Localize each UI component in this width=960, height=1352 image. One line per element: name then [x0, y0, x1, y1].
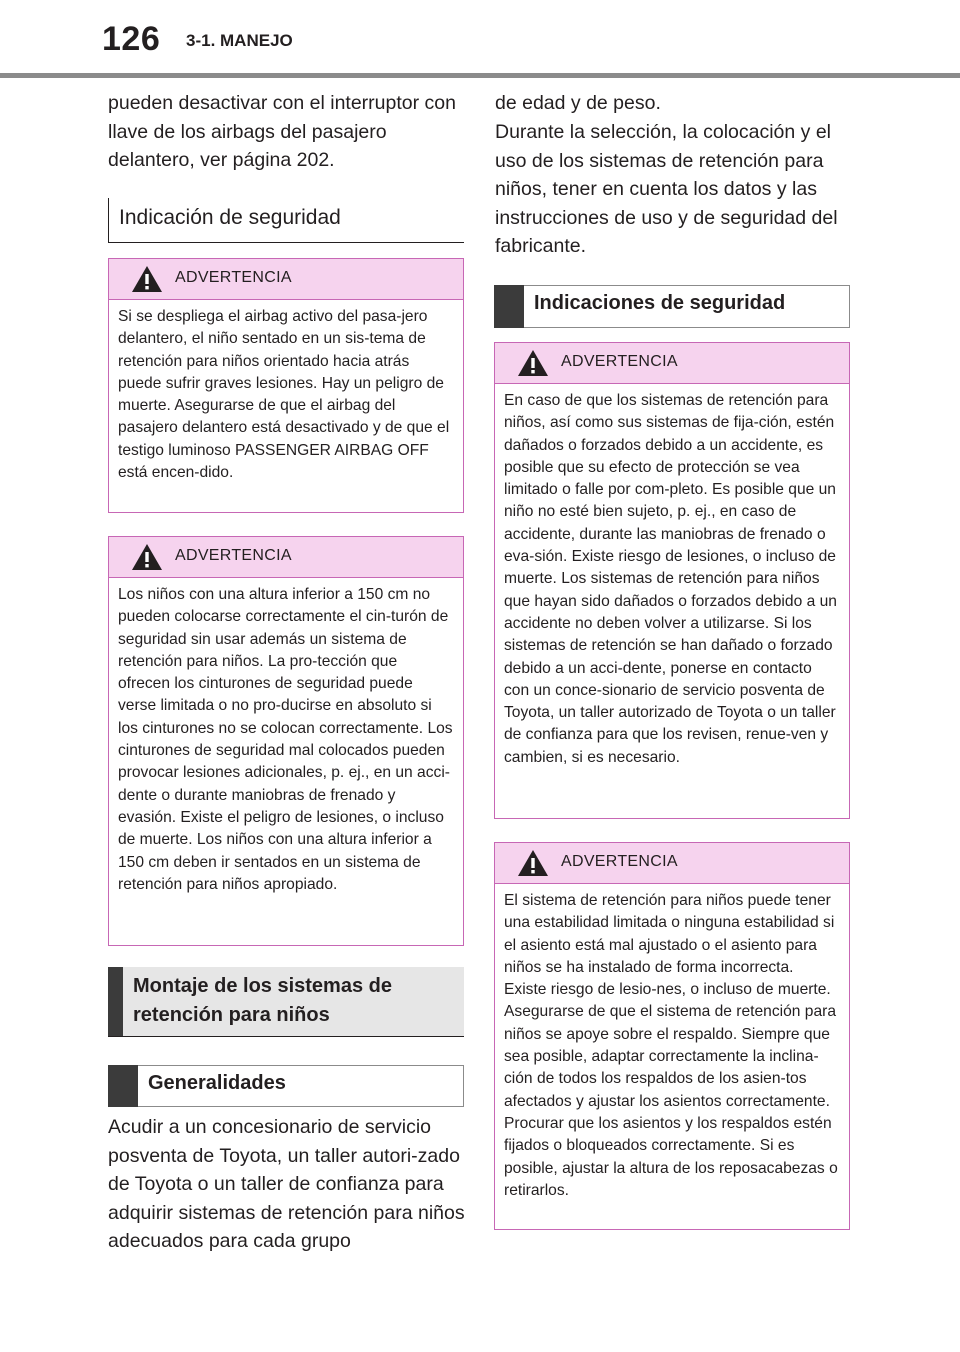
- closing-paragraph: Acudir a un concesionario de servicio posventa de Toyota, un taller autori-zado de Toyota o un taller de confianza para adquirir sistemas de retención para niños adecuados para cada grupo: [108, 1116, 465, 1252]
- warning-label: ADVERTENCIA: [175, 547, 292, 564]
- heading-bar: [494, 285, 524, 328]
- subheading-bar: [108, 198, 109, 243]
- warning-header: [109, 537, 463, 578]
- warning-triangle-icon: [517, 849, 549, 877]
- warning-box-4: [494, 842, 850, 1230]
- heading-text: Indicaciones de seguridad: [534, 292, 786, 314]
- warning-label: ADVERTENCIA: [561, 853, 678, 870]
- continuation-text: de edad y de peso.: [495, 92, 661, 114]
- warning-header: [495, 343, 849, 384]
- warning-label: ADVERTENCIA: [175, 269, 292, 286]
- subheading-rule: [108, 242, 464, 243]
- heading-text: Generalidades: [148, 1072, 286, 1094]
- warning-box-3: [494, 342, 850, 819]
- warning-triangle-icon: [131, 543, 163, 571]
- subheading-text: Indicación de seguridad: [119, 206, 341, 229]
- warning-text: El sistema de retención para niños puede tener una estabilidad limitada o ninguna estabilidad si el asiento está mal ajustado o el asiento para niños se ha instalado de forma incorrecta. Existe riesgo de lesio-nes, o incluso de muerte. Asegurarse de que el sistema de retención para niños se apoye sobre el respaldo. Siempre que sea posible, adaptar correctamente la inclina-ción de todos los respaldos de los asien-tos afectados y ajustar los asientos correctamente. Procurar que los asientos y los respaldos estén fijados o bloqueados correctamente. Si es posible, ajustar la altura de los reposacabezas o retirarlos.: [504, 892, 838, 1199]
- warning-box-2: [108, 536, 464, 946]
- warning-triangle-icon: [131, 265, 163, 293]
- page-number: 126: [102, 20, 161, 58]
- section-heading-block: [108, 967, 464, 1037]
- warning-text: Los niños con una altura inferior a 150 cm no pueden colocarse correctamente el cin-turón de seguridad sin usar además un sistema de retención para niños. La pro-tección que ofrecen los cinturones de seguridad puede verse limitada o no pro-ducirse en absoluto si los cinturones no se colocan correctamente. Los cinturones de seguridad mal colocados pueden provocar lesiones adicionales, p. ej., en un acci-dente o durante maniobras de frenado y evasión. Existe el peligro de lesiones, o incluso de muerte. Los niños con una altura inferior a 150 cm deben ir sentados en un sistema de retención para niños apropiado.: [118, 586, 453, 893]
- warning-header: [495, 843, 849, 884]
- section-title: 3-1. MANEJO: [186, 31, 293, 50]
- section-heading-text: Montaje de los sistemas de retención para niños: [133, 975, 392, 1026]
- instructions-paragraph: Durante la selección, la colocación y el uso de los sistemas de retención para niños, tener en cuenta los datos y las instrucciones de uso y de seguridad del fabricante.: [495, 121, 838, 257]
- heading-bar: [108, 1065, 138, 1107]
- section-heading-bar: [108, 967, 123, 1036]
- intro-paragraph: pueden desactivar con el interruptor con llave de los airbags del pasajero delantero, ver página 202.: [108, 92, 456, 171]
- warning-text: Si se despliega el airbag activo del pasa-jero delantero, el niño sentado en un sis-tema de retención para niños orientado hacia atrás puede sufrir graves lesiones. Hay un peligro de muerte. Asegurarse de que el airbag del pasajero delantero está desactivado y de que el testigo luminoso PASSENGER AIRBAG OFF está encen-dido.: [118, 308, 450, 482]
- warning-text: En caso de que los sistemas de retención para niños, así como sus sistemas de fija-ción, estén dañados o forzados debido a un accidente, es posible que su efecto de protección se vea limitado o falle por com-pleto. Es posible que un niño no esté bien sujeto, p. ej., en caso de accidente, durante las maniobras de frenado o eva-sión. Existe riesgo de lesiones, o incluso de muerte. Los sistemas de retención para niños que hayan sido dañados o forzados debido a un accidente no deben volver a utilizarse. Si los sistemas de retención se han dañado o forzado debido a un acci-dente, ponerse en contacto con un conce-sionario de servicio posventa de Toyota, un taller autorizado de Toyota o un taller de confianza para que los revisen, renue-ven y cambien, si es necesario.: [504, 392, 837, 766]
- page-header: [0, 0, 960, 80]
- safety-indications-heading: [494, 285, 850, 328]
- subheading-safety: [108, 198, 464, 243]
- header-rule: [0, 73, 960, 78]
- warning-box-1: [108, 258, 464, 513]
- warning-header: [109, 259, 463, 300]
- warning-triangle-icon: [517, 349, 549, 377]
- generalities-heading: [108, 1065, 464, 1107]
- warning-label: ADVERTENCIA: [561, 353, 678, 370]
